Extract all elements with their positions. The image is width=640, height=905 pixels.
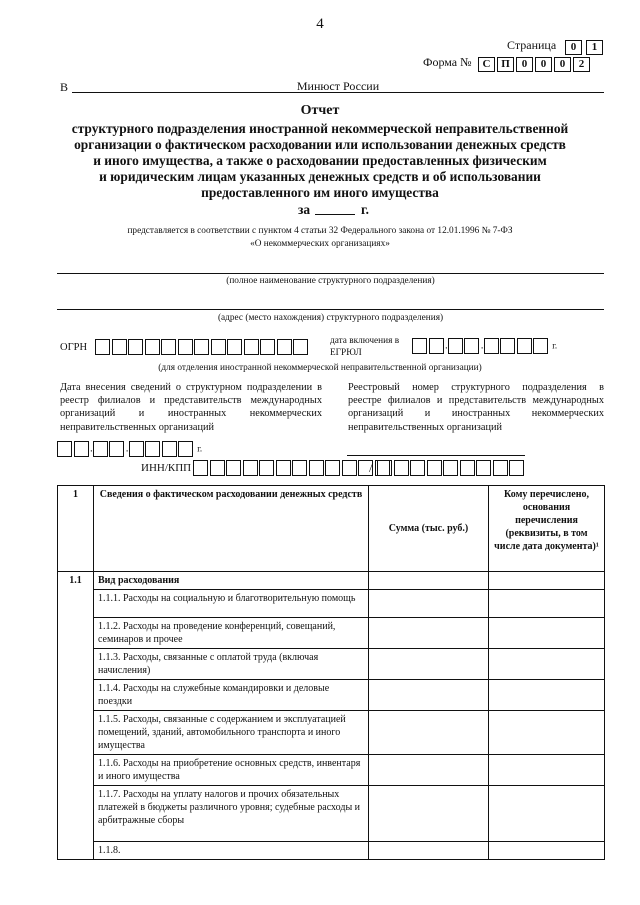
inn-boxes[interactable] <box>193 459 391 477</box>
form-code-cell: 2 <box>573 57 590 72</box>
whom-cell[interactable] <box>489 572 605 590</box>
kpp-boxes[interactable] <box>377 459 526 477</box>
ogrn-label: ОГРН <box>60 342 88 353</box>
title-line: предоставленного им иного имущества <box>201 185 439 200</box>
whom-cell[interactable] <box>489 590 605 618</box>
table-row <box>58 649 605 680</box>
form-label: Форма № <box>423 55 472 69</box>
page-number: 4 <box>316 16 324 32</box>
table-row <box>58 755 605 786</box>
table-row <box>58 842 605 860</box>
table-row <box>58 590 605 618</box>
sum-cell[interactable] <box>369 572 489 590</box>
sum-cell[interactable] <box>369 680 489 711</box>
egrul-year-suffix: г. <box>552 340 558 351</box>
table-row <box>58 711 605 755</box>
form-code <box>478 55 590 73</box>
whom-cell[interactable] <box>489 618 605 649</box>
report-heading: Отчет <box>300 103 340 118</box>
row-label: 1.1.6. Расходы на приобретение основных средств, инвентаря и иного имущества <box>94 755 369 786</box>
inn-kpp-label: ИНН/КПП <box>141 462 192 474</box>
legal-basis: представляется в соответствии с пунктом 4 статьи 32 Федерального закона от 12.01.1996 № 7-ФЗ <box>127 226 513 236</box>
section-row <box>58 572 605 590</box>
addressee: Минюст России <box>296 79 380 93</box>
header-whom: Кому перечислено, основания перечисления (реквизиты, в том числе дата документа)¹ <box>489 486 605 572</box>
legal-basis-law: «О некоммерческих организациях» <box>250 239 390 249</box>
row-label: 1.1.4. Расходы на служебные командировки и деловые поездки <box>94 680 369 711</box>
form-code-cell: 0 <box>554 57 571 72</box>
full-name-caption: (полное наименование структурного подразделения) <box>226 276 435 286</box>
address-caption: (адрес (место нахождения) структурного подразделения) <box>217 313 444 323</box>
form-code-cell: С <box>478 57 495 72</box>
registry-date-text: Дата внесения сведений о структурном подразделении в реестр филиалов и представительств международных организаций и иностранных некоммерческих неправительственных организаций <box>60 382 322 433</box>
registry-number-text: Реестровый номер структурного подразделения в реестре филиалов и представительств международных организаций и иностранных некоммерческих неправительственных организаций <box>348 382 604 433</box>
sum-cell[interactable] <box>369 842 489 860</box>
table-header-row <box>58 486 605 572</box>
period-prefix: за <box>298 202 311 217</box>
full-name-field[interactable] <box>57 273 604 274</box>
sum-cell[interactable] <box>369 590 489 618</box>
form-code-cell: П <box>497 57 514 72</box>
sum-cell[interactable] <box>369 618 489 649</box>
table-row <box>58 680 605 711</box>
ogrn-boxes[interactable] <box>95 338 310 356</box>
whom-cell[interactable] <box>489 786 605 842</box>
row-label: 1.1.7. Расходы на уплату налогов и прочих обязательных платежей в бюджеты различного уровня; судебные расходы и арбитражные сборы <box>94 786 369 842</box>
address-field[interactable] <box>57 309 604 310</box>
registry-number-field[interactable] <box>347 455 525 456</box>
page-digit: 0 <box>565 40 582 55</box>
form-code-cell: 0 <box>535 57 552 72</box>
whom-cell[interactable] <box>489 680 605 711</box>
year-suffix: г. <box>361 202 369 217</box>
whom-cell[interactable] <box>489 711 605 755</box>
page-digit: 1 <box>586 40 603 55</box>
egrul-label: дата включения в ЕГРЮЛ <box>330 336 400 358</box>
row-label: 1.1.1. Расходы на социальную и благотворительную помощь <box>94 590 369 618</box>
title-line: организации о фактическом расходовании или использовании денежных средств <box>74 137 566 152</box>
registry-date-boxes[interactable]: . . г. <box>57 441 202 457</box>
table-row <box>58 618 605 649</box>
page-label: Страница <box>507 38 557 52</box>
header-num: 1 <box>58 486 94 572</box>
table-row <box>58 786 605 842</box>
sum-cell[interactable] <box>369 786 489 842</box>
egrul-date-boxes[interactable]: . . г. <box>412 338 557 354</box>
row-label: 1.1.8. <box>94 842 369 860</box>
title-line: структурного подразделения иностранной некоммерческой неправительственной <box>71 121 569 136</box>
row-label: 1.1.2. Расходы на проведение конференций, совещаний, семинаров и прочее <box>94 618 369 649</box>
title-line: и юридическим лицам указанных денежных средств и об использовании <box>99 169 541 184</box>
header-info: Сведения о фактическом расходовании денежных средств <box>94 486 369 572</box>
page-code <box>565 38 603 56</box>
whom-cell[interactable] <box>489 842 605 860</box>
row-label: 1.1.5. Расходы, связанные с содержанием и эксплуатацией помещений, зданий, автомобильного транспорта и иного имущества <box>94 711 369 755</box>
registry-year-suffix: г. <box>197 443 203 454</box>
sum-cell[interactable] <box>369 649 489 680</box>
sum-cell[interactable] <box>369 711 489 755</box>
whom-cell[interactable] <box>489 755 605 786</box>
sum-cell[interactable] <box>369 755 489 786</box>
form-code-cell: 0 <box>516 57 533 72</box>
year-field[interactable] <box>315 214 355 215</box>
inn-kpp-separator: / <box>369 461 373 475</box>
expenditure-table <box>57 485 605 860</box>
header-sum: Сумма (тыс. руб.) <box>369 486 489 572</box>
title-line: и иного имущества, а также о расходовании предоставленных физическим <box>93 153 547 168</box>
whom-cell[interactable] <box>489 649 605 680</box>
row-label: 1.1.3. Расходы, связанные с оплатой труда (включая начисления) <box>94 649 369 680</box>
for-branch-caption: (для отделения иностранной некоммерческой неправительственной организации) <box>158 363 482 373</box>
section-title: Вид расходования <box>94 572 369 590</box>
section-num: 1.1 <box>58 572 94 860</box>
addressee-prefix: В <box>60 80 69 94</box>
